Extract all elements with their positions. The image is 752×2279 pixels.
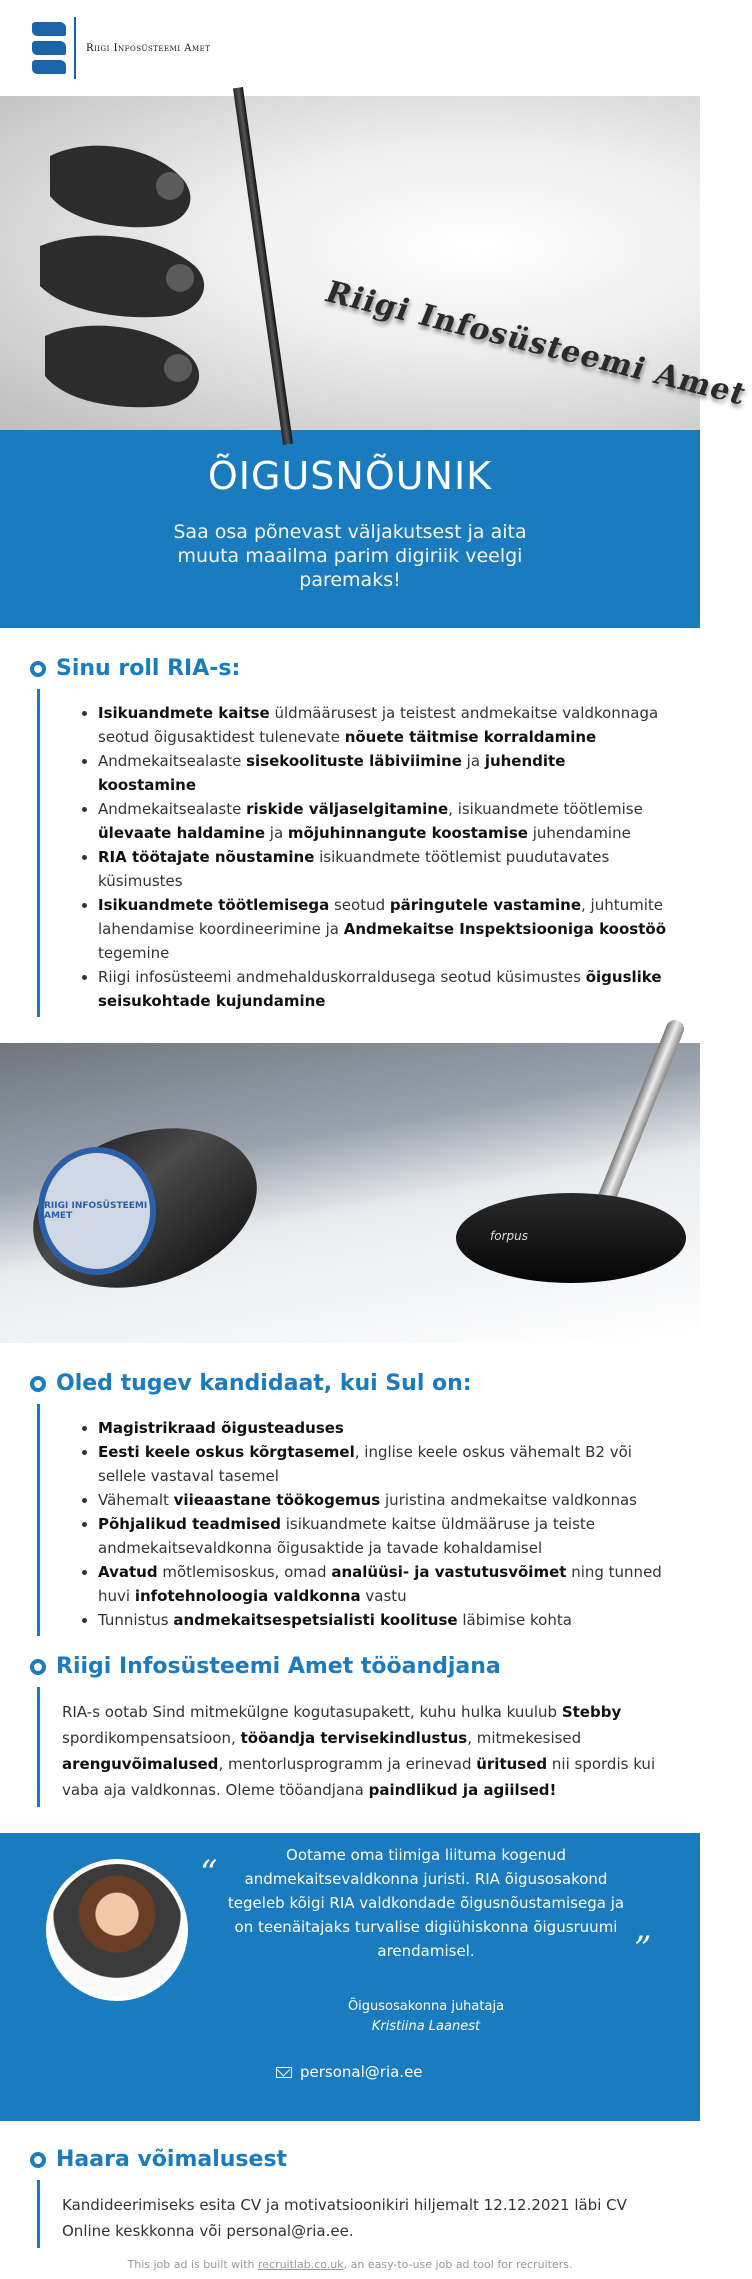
title-banner [0, 430, 700, 628]
requirement-item: • Vähemalt viieaastane töökogemus juristina andmekaitse valdkonnas [98, 1488, 668, 1512]
requirement-item: • Põhjalikud teadmised isikuandmete kaitse üldmääruse ja teiste andmekaitsevaldkonna õigusaktide ja tavade kohaldamisel [98, 1512, 668, 1560]
apply-section [0, 2121, 700, 2248]
stamp-photo [0, 1043, 700, 1343]
hero-image [0, 96, 752, 430]
hero-sign-text: Riigi Infosüsteemi Amet [319, 274, 752, 413]
pen-holder-brand: forpus [490, 1229, 528, 1243]
role-item: • Isikuandmete töötlemisega seotud päringutele vastamine, juhtumite lahendamise koordineerimine ja Andmekaitse Inspektsiooniga koostöö tegemine [98, 893, 668, 965]
footer-prefix: This job ad is built with [127, 2258, 258, 2271]
footer-suffix: , an easy-to-use job ad tool for recruiters. [343, 2258, 573, 2271]
candidate-title: Oled tugev kandidaat, kui Sul on: [56, 1371, 472, 1396]
role-item: • Isikuandmete kaitse üldmäärusest ja teistest andmekaitse valdkonnaga seotud õigusaktidest tulenevate nõuete täitmise korraldamine [98, 701, 668, 749]
section-bullet-icon [30, 1659, 46, 1675]
open-quote-icon: “ [200, 1853, 218, 1893]
role-section [0, 628, 700, 1017]
quote-author [226, 1997, 626, 2037]
page-title: ÕIGUSNÕUNIK [207, 454, 493, 498]
apply-text: Kandideerimiseks esita CV ja motivatsioonikiri hiljemalt 12.12.2021 läbi CV Online keskkonna või personal@ria.ee. [62, 2196, 627, 2240]
apply-title: Haara võimalusest [56, 2147, 288, 2172]
role-title: Sinu roll RIA-s: [56, 656, 241, 681]
role-item: • RIA töötajate nõustamine isikuandmete töötlemist puudutavates küsimustes [98, 845, 668, 893]
ria-crest-icon [32, 22, 66, 74]
footer [0, 2258, 700, 2271]
logo-text: Riigi Infosüsteemi Amet [86, 42, 211, 54]
header [0, 0, 700, 96]
recruitlab-link[interactable]: recruitlab.co.uk [257, 2258, 344, 2271]
pen-icon [591, 1017, 686, 1218]
role-item: • Riigi infosüsteemi andmehalduskorraldusega seotud küsimustes õiguslike seisukohtade kujundamine [98, 965, 668, 1013]
section-bullet-icon [30, 1376, 46, 1392]
requirement-item: • Avatud mõtlemisoskus, omad analüüsi- ja vastutusvõimet ning tunned huvi infotehnoloogia valdkonna vastu [98, 1560, 668, 1608]
contact-email[interactable] [276, 2063, 423, 2081]
section-bullet-icon [30, 2152, 46, 2168]
requirement-item: • Tunnistus andmekaitsespetsialisti koolituse läbimise kohta [98, 1608, 668, 1632]
page-subtitle: Saa osa põnevast väljakutsest ja aita muuta maailma parim digiriik veelgi paremaks! [173, 521, 527, 591]
lion-sculpture-icon [30, 136, 240, 436]
employer-title: Riigi Infosüsteemi Amet tööandjana [56, 1654, 501, 1679]
sign-divider-pole [233, 87, 293, 445]
section-bullet-icon [30, 661, 46, 677]
candidate-list [76, 1416, 668, 1632]
role-item: • Andmekaitsealaste riskide väljaselgitamine, isikuandmete töötlemise ülevaate haldamine ja mõjuhinnangute koostamise juhendamine [98, 797, 668, 845]
employer-text: RIA-s ootab Sind mitmekülgne kogutasupakett, kuhu hulka kuulub Stebby spordikompensatsioon, tööandja tervisekindlustus, mitmekesised arenguvõimalused, mentorlusprogramm ja erinevad üritused nii spordis kui vaba aja valdkonnas. Oleme tööandjana paindlikud ja agiilsed! [62, 1703, 656, 1799]
author-role: Õigusosakonna juhataja [347, 1999, 505, 2014]
requirement-item: • Eesti keele oskus kõrgtasemel, inglise keele oskus vähemalt B2 või sellele vastaval tasemel [98, 1440, 668, 1488]
requirement-item: • Magistrikraad õigusteaduses [98, 1416, 668, 1440]
author-name: Kristiina Laanest [371, 2019, 481, 2034]
email-link[interactable]: personal@ria.ee [300, 2063, 423, 2081]
role-list [76, 701, 668, 1013]
quote-text: Ootame oma tiimiga liituma kogenud andmekaitsevaldkonna juristi. RIA õigusosakond tegeleb kõigi RIA valdkondade õigusnõustamisega ja on teenäitajaks turvalise digiühiskonna õigusruumi arendamisel. [227, 1846, 625, 1960]
avatar [46, 1859, 188, 2001]
envelope-icon [276, 2067, 292, 2078]
stamp-seal-icon: RIIGI INFOSÜSTEEMI AMET [38, 1147, 156, 1275]
logo-divider [74, 17, 76, 79]
role-item: • Andmekaitsealaste sisekoolituste läbiviimine ja juhendite koostamine [98, 749, 668, 797]
quote-block [0, 1833, 700, 2121]
candidate-section [0, 1343, 700, 1636]
close-quote-icon: ” [634, 1929, 652, 1969]
employer-section [0, 1636, 700, 1807]
